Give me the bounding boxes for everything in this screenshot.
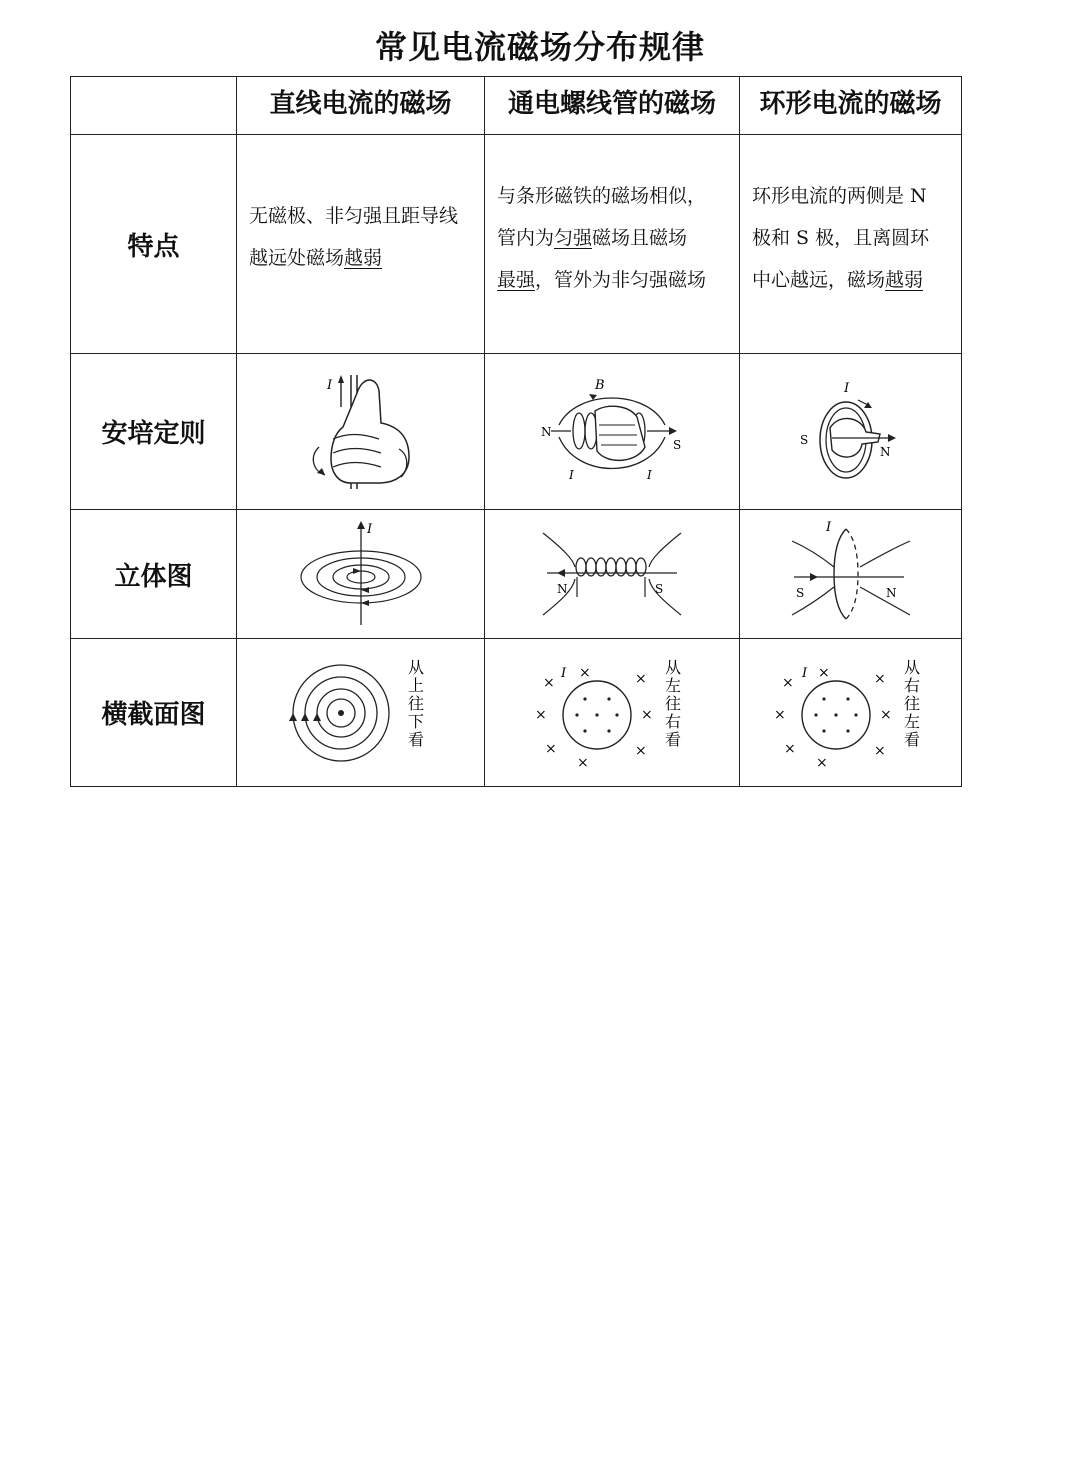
ring-stereo-north: N bbox=[885, 586, 896, 600]
straight-right-hand-figure bbox=[291, 367, 431, 497]
straight-feature-line-2: 越远处磁场越弱 bbox=[249, 247, 383, 269]
ring-feature-line-2: 极和 S 极，且离圆环 bbox=[752, 227, 930, 249]
ampere-row bbox=[71, 354, 962, 510]
solenoid-current-left: I bbox=[569, 467, 574, 482]
cross-mark: × bbox=[641, 706, 653, 723]
row-label-features: 特点 bbox=[71, 135, 237, 354]
cross-mark: × bbox=[879, 706, 892, 723]
straight-view-char-2: 上 bbox=[407, 675, 424, 695]
cross-mark: × bbox=[635, 670, 647, 687]
page-title: 常见电流磁场分布规律 bbox=[374, 28, 705, 66]
header-row bbox=[71, 77, 962, 135]
underlined-weaker: 越弱 bbox=[344, 247, 383, 269]
header-straight-current: 直线电流的磁场 bbox=[237, 77, 485, 135]
solenoid-stereo-cell bbox=[485, 510, 740, 639]
ring-current-label: I bbox=[843, 380, 849, 396]
cross-mark: × bbox=[635, 742, 647, 759]
ring-feature-text bbox=[740, 135, 962, 354]
cross-mark: × bbox=[579, 664, 591, 681]
solenoid-cross-cell bbox=[485, 639, 740, 787]
solenoid-ampere-north: N bbox=[541, 424, 552, 439]
straight-feature-text bbox=[237, 135, 485, 354]
stereo-row bbox=[71, 510, 962, 639]
cross-mark: × bbox=[545, 740, 557, 757]
straight-view-char-4: 下 bbox=[407, 711, 424, 731]
straight-cross-figure bbox=[286, 653, 436, 773]
straight-cross-cell bbox=[237, 639, 485, 787]
solenoid-feature-line-1: 与条形磁铁的磁场相似， bbox=[497, 185, 707, 207]
cross-mark: × bbox=[577, 754, 589, 771]
solenoid-view-char-2: 左 bbox=[665, 675, 682, 695]
cross-mark: × bbox=[535, 706, 547, 723]
cross-mark: × bbox=[781, 674, 794, 691]
cross-mark: × bbox=[543, 674, 555, 691]
solenoid-feature-text bbox=[485, 135, 740, 354]
straight-view-char-5: 看 bbox=[407, 729, 424, 749]
ring-right-hand-figure bbox=[796, 372, 906, 492]
stereo-ring-current: I bbox=[825, 520, 831, 535]
ring-view-char-4: 左 bbox=[903, 711, 920, 731]
straight-ampere-cell bbox=[237, 354, 485, 510]
solenoid-view-char-1: 从 bbox=[665, 657, 682, 677]
ring-view-char-5: 看 bbox=[903, 729, 920, 749]
cross-mark: × bbox=[773, 706, 786, 723]
cross-mark: × bbox=[817, 664, 830, 681]
ring-stereo-south: S bbox=[795, 586, 804, 600]
header-solenoid: 通电螺线管的磁场 bbox=[485, 77, 740, 135]
solenoid-cross-figure bbox=[537, 653, 687, 773]
features-row bbox=[71, 135, 962, 354]
ring-feature-line-3: 中心越远，磁场越弱 bbox=[752, 269, 924, 291]
cross-row bbox=[71, 639, 962, 787]
cross-mark: × bbox=[873, 670, 886, 687]
row-label-stereo: 立体图 bbox=[71, 510, 237, 639]
solenoid-feature-line-2: 管内为匀强磁场且磁场 bbox=[497, 227, 688, 249]
ring-ampere-cell bbox=[740, 354, 962, 510]
ring-feature-line-1: 环形电流的两侧是 N bbox=[752, 185, 927, 207]
solenoid-feature-line-3: 最强，管外为非匀强磁场 bbox=[497, 269, 707, 291]
straight-feature-line-1: 无磁极、非匀强且距导线 bbox=[249, 205, 459, 227]
underlined-strongest: 最强 bbox=[497, 269, 536, 291]
ring-cross-cell bbox=[740, 639, 962, 787]
underlined-ring-weaker: 越弱 bbox=[885, 269, 924, 291]
straight-current-label: I bbox=[326, 377, 332, 393]
header-blank bbox=[71, 77, 237, 135]
straight-view-char-3: 往 bbox=[407, 693, 424, 713]
ring-view-char-2: 右 bbox=[903, 675, 920, 695]
solenoid-stereo-north: N bbox=[557, 582, 568, 596]
ring-ampere-south: S bbox=[799, 432, 808, 447]
ring-view-char-3: 往 bbox=[903, 693, 920, 713]
ring-cross-figure bbox=[773, 653, 926, 773]
stereo-straight-current: I bbox=[366, 522, 372, 537]
solenoid-ampere-south: S bbox=[673, 437, 682, 452]
ring-ampere-north: N bbox=[879, 444, 890, 459]
solenoid-stereo-figure bbox=[537, 519, 687, 629]
cross-mark: × bbox=[783, 740, 796, 757]
ring-cross-current: I bbox=[801, 665, 807, 681]
cross-mark: × bbox=[815, 754, 828, 771]
underlined-uniform: 匀强 bbox=[554, 227, 593, 249]
ring-stereo-cell bbox=[740, 510, 962, 639]
solenoid-cross-current: I bbox=[561, 665, 567, 681]
cross-mark: × bbox=[873, 742, 886, 759]
header-ring-current: 环形电流的磁场 bbox=[740, 77, 962, 135]
straight-view-char-1: 从 bbox=[407, 657, 424, 677]
ring-view-char-1: 从 bbox=[903, 657, 920, 677]
row-label-cross-section: 横截面图 bbox=[71, 639, 237, 787]
straight-stereo-figure bbox=[291, 519, 431, 629]
solenoid-ampere-cell bbox=[485, 354, 740, 510]
solenoid-view-char-4: 右 bbox=[665, 711, 682, 731]
solenoid-view-char-5: 看 bbox=[665, 729, 682, 749]
row-label-ampere-rule: 安培定则 bbox=[71, 354, 237, 510]
solenoid-right-hand-figure bbox=[537, 367, 687, 497]
ring-stereo-figure bbox=[786, 519, 916, 629]
solenoid-b-label: B bbox=[595, 377, 605, 393]
straight-stereo-cell bbox=[237, 510, 485, 639]
solenoid-stereo-south: S bbox=[655, 582, 664, 596]
magnetic-field-table bbox=[70, 76, 962, 787]
solenoid-current-right: I bbox=[647, 467, 652, 482]
solenoid-view-char-3: 往 bbox=[665, 693, 682, 713]
